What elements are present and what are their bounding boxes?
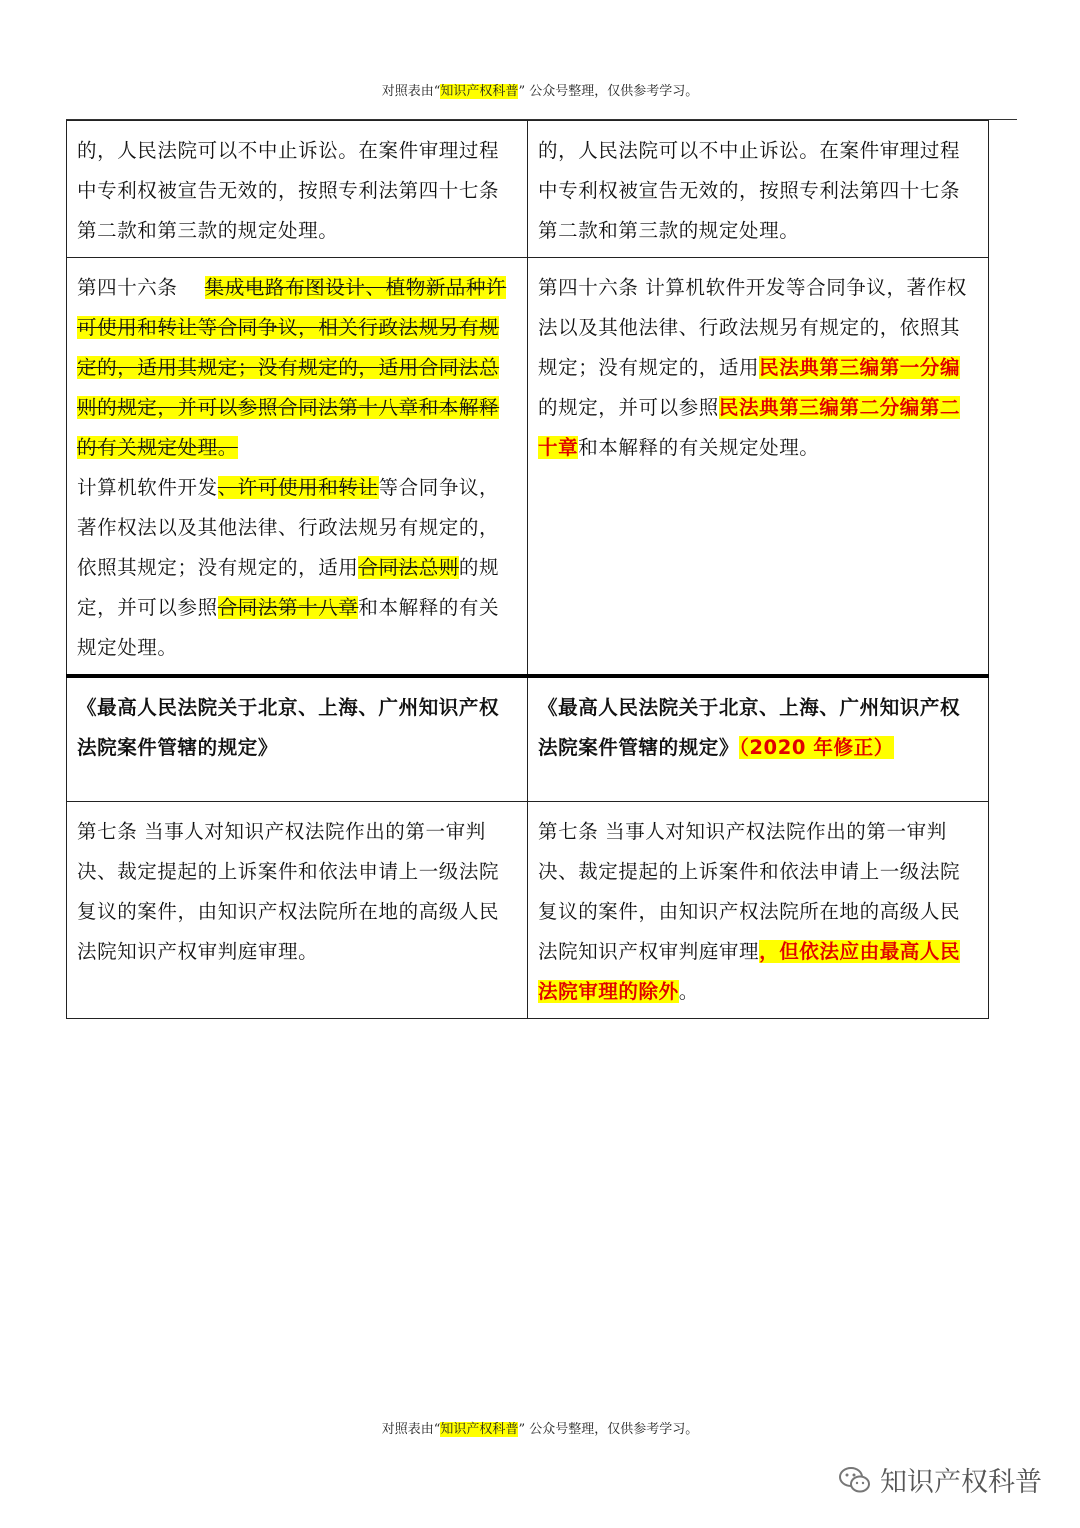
header-source: 知识产权科普 [440, 84, 519, 99]
footer-source: 知识产权科普 [440, 1422, 519, 1437]
header-prefix: 对照表由“ [381, 84, 441, 99]
old-text-cell: 第七条 当事人对知识产权法院作出的第一审判决、裁定提起的上诉案件和依法申请上一级法院复议的案件，由知识产权法院所在地的高级人民法院知识产权审判庭审理。 [67, 802, 528, 1019]
header-suffix: ” 公众号整理，仅供参考学习。 [518, 84, 699, 99]
old-text-cell: 的，人民法院可以不中止诉讼。在案件审理过程中专利权被宣告无效的，按照专利法第四十七条第二款和第三款的规定处理。 [67, 121, 528, 258]
deleted-text: 合同法总则 [358, 556, 459, 579]
kept-text: 和本解释的有关规定处理。 [578, 436, 820, 459]
kept-text: 的规定，并可以参照 [77, 556, 500, 619]
kept-text: 第七条 当事人对知识产权法院作出的第一审判决、裁定提起的上诉案件和依法申请上一级法院复议的案件，由知识产权法院所在地的高级人民法院知识产权审判庭审理 [538, 820, 961, 963]
kept-text: 的规定，并可以参照 [538, 396, 719, 419]
new-text-cell [528, 802, 989, 1019]
watermark [838, 1460, 1042, 1499]
kept-text: 和本解释的有关规定处理。 [77, 596, 500, 659]
footer-prefix: 对照表由“ [381, 1422, 441, 1437]
amended-text: 民法典第三编第二分编第二十章 [538, 396, 961, 459]
comparison-table [66, 120, 989, 1019]
deleted-text: 、许可使用和转让 [217, 476, 379, 499]
old-text-cell [67, 258, 528, 677]
deleted-text: 合同法第十八章 [217, 596, 359, 619]
table-row [67, 258, 989, 677]
law-title-text: 《最高人民法院关于北京、上海、广州知识产权法院案件管辖的规定》 [538, 696, 961, 759]
page-footer [0, 1418, 1080, 1437]
kept-text: 计算机软件开发 [77, 476, 218, 499]
amended-text: 民法典第三编第一分编 [759, 356, 961, 379]
page-header [0, 80, 1080, 99]
article-label: 第四十六条 [77, 276, 178, 299]
new-text-cell [528, 258, 989, 677]
footer-suffix: ” 公众号整理，仅供参考学习。 [518, 1422, 699, 1437]
old-law-title: 《最高人民法院关于北京、上海、广州知识产权法院案件管辖的规定》 [67, 676, 528, 802]
table-row [67, 121, 989, 258]
kept-text: 等合同争议，著作权法以及其他法律、行政法规另有规定的，依照其规定；没有规定的，适用 [77, 476, 500, 579]
kept-text: 第四十六条 计算机软件开发等合同争议，著作权法以及其他法律、行政法规另有规定的，依照其规定；没有规定的，适用 [538, 276, 967, 379]
table-row [67, 676, 989, 802]
new-law-title [528, 676, 989, 802]
watermark-text: 知识产权科普 [880, 1467, 1042, 1498]
revision-note: （2020 年修正） [739, 736, 894, 759]
deleted-text: 集成电路布图设计、植物新品种许可使用和转让等合同争议，相关行政法规另有规定的，适用其规定；没有规定的，适用合同法总则的规定，并可以参照合同法第十八章和本解释的有关规定处理。 [77, 276, 507, 459]
kept-text: 。 [678, 980, 699, 1003]
new-text-cell: 的，人民法院可以不中止诉讼。在案件审理过程中专利权被宣告无效的，按照专利法第四十七条第二款和第三款的规定处理。 [528, 121, 989, 258]
amended-text: ，但依法应由最高人民法院审理的除外 [538, 940, 961, 1003]
wechat-icon [838, 1465, 872, 1495]
table-row [67, 802, 989, 1019]
